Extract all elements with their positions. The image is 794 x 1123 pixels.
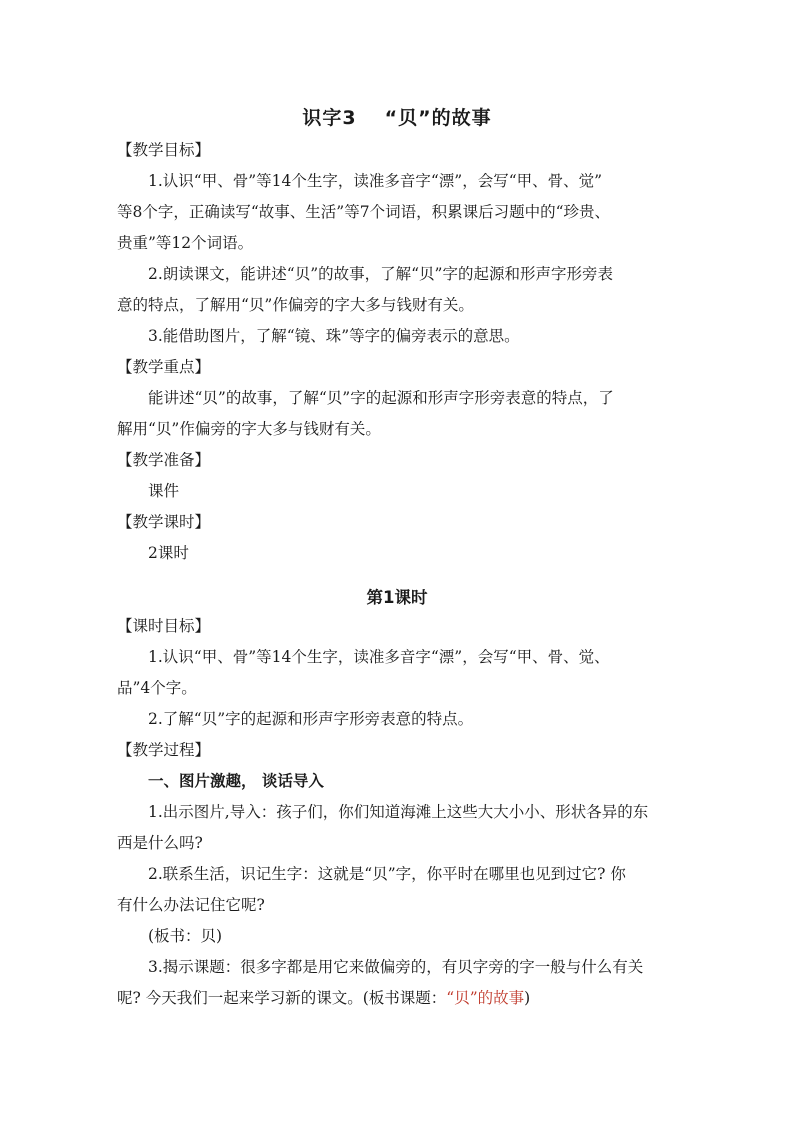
class-hours-text: 2课时 bbox=[148, 544, 189, 562]
step-1-item-3-line-2 bbox=[117, 987, 530, 1009]
key-points-heading: 【教学重点】 bbox=[117, 358, 211, 376]
goal-2-line-1: 2.朗读课文，能讲述“贝”的故事，了解“贝”字的起源和形声字形旁表 bbox=[148, 265, 613, 283]
key-points-line-2: 解用“贝”作偏旁的字大多与钱财有关。 bbox=[117, 420, 381, 438]
lesson-goal-1-line-1: 1.认识“甲、骨”等14个生字，读准多音字“漂”，会写“甲、骨、觉、 bbox=[148, 648, 610, 666]
document-title bbox=[0, 103, 794, 130]
teaching-process-heading: 【教学过程】 bbox=[117, 741, 211, 759]
board-note: (板书：贝) bbox=[148, 927, 223, 945]
lesson-goal-2: 2.了解“贝”字的起源和形声字形旁表意的特点。 bbox=[148, 710, 474, 728]
goal-2-line-2: 意的特点，了解用“贝”作偏旁的字大多与钱财有关。 bbox=[117, 296, 474, 314]
step-1-title: 一、图片激趣， 谈话导入 bbox=[148, 772, 324, 790]
title-lesson-number: 识字3 bbox=[302, 107, 357, 129]
key-points-line-1: 能讲述“贝”的故事，了解“贝”字的起源和形声字形旁表意的特点，了 bbox=[148, 389, 614, 407]
lesson-1-title: 第1课时 bbox=[366, 588, 428, 607]
goal-1-line-3: 贵重”等12个词语。 bbox=[117, 234, 254, 252]
goal-1-line-1: 1.认识“甲、骨”等14个生字，读准多音字“漂”，会写“甲、骨、觉” bbox=[148, 172, 603, 190]
lesson-goals-heading: 【课时目标】 bbox=[117, 617, 211, 635]
step-1-item-3-text: 呢? 今天我们一起来学习新的课文。(板书课题： bbox=[117, 989, 447, 1007]
step-1-item-3-line-1: 3.揭示课题：很多字都是用它来做偏旁的，有贝字旁的字一般与什么有关 bbox=[148, 958, 644, 976]
goal-1-line-2: 等8个字，正确读写“故事、生活”等7个词语，积累课后习题中的“珍贵、 bbox=[117, 203, 610, 221]
title-lesson-name: “贝”的故事 bbox=[384, 107, 492, 129]
preparation-heading: 【教学准备】 bbox=[117, 451, 211, 469]
closing-paren: ) bbox=[524, 989, 531, 1007]
step-1-item-2-line-2: 有什么办法记住它呢? bbox=[117, 896, 265, 914]
class-hours-heading: 【教学课时】 bbox=[117, 513, 211, 531]
lesson-goal-1-line-2: 品”4个字。 bbox=[117, 679, 197, 697]
step-1-item-1-line-2: 西是什么吗? bbox=[117, 834, 203, 852]
board-title-highlight: “贝”的故事 bbox=[446, 989, 525, 1007]
step-1-item-1-line-1: 1.出示图片,导入：孩子们，你们知道海滩上这些大大小小、形状各异的东 bbox=[148, 803, 649, 821]
preparation-text: 课件 bbox=[148, 482, 180, 500]
teaching-goals-heading: 【教学目标】 bbox=[117, 141, 211, 159]
goal-3: 3.能借助图片，了解“镜、珠”等字的偏旁表示的意思。 bbox=[148, 327, 520, 345]
step-1-item-2-line-1: 2.联系生活，识记生字：这就是“贝”字，你平时在哪里也见到过它? 你 bbox=[148, 865, 626, 883]
